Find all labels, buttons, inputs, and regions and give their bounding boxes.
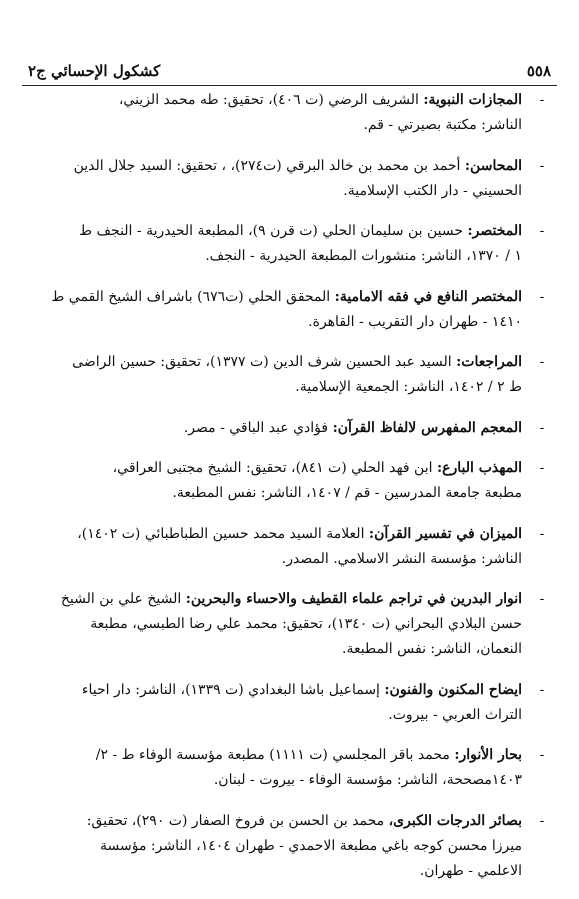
entry-bullet: - bbox=[539, 419, 545, 436]
bibliography-entry bbox=[24, 219, 549, 269]
bibliography-entry bbox=[24, 809, 549, 884]
entry-bullet: - bbox=[539, 747, 545, 763]
entry-text: مطبعة جامعة المدرسين - قم / ١٤٠٧، الناشر: نفس المطبعة. bbox=[172, 485, 522, 501]
entry-title: بصائر الدرجات الكبرى، bbox=[388, 812, 522, 829]
entry-text: الناشر: مكتبة بصيرتي - قم. bbox=[363, 117, 522, 133]
entry-title: ايضاح المكنون والفنون: bbox=[384, 681, 522, 698]
entry-title: المحاسن: bbox=[464, 157, 522, 174]
bibliography-entry bbox=[24, 416, 549, 441]
entry-text: المحقق الحلي (ت٦٧٦) باشراف الشيخ القمي ط bbox=[51, 288, 331, 305]
entry-line bbox=[24, 113, 522, 138]
entry-line bbox=[24, 481, 522, 506]
entry-line bbox=[24, 547, 522, 572]
entry-line bbox=[24, 416, 522, 441]
entry-text: ١٤٠٣مصححة، الناشر: مؤسسة الوفاء - بيروت - لبنان. bbox=[213, 772, 522, 788]
entry-line bbox=[24, 285, 522, 310]
entry-line bbox=[24, 859, 522, 884]
running-title: كشكول الإحسائي ج٢ bbox=[28, 62, 161, 80]
entry-text: إسماعيل باشا البغدادي (ت ١٣٣٩)، الناشر: دار احياء bbox=[81, 681, 380, 698]
entry-line bbox=[24, 809, 522, 834]
entry-title: بحار الأنوار: bbox=[454, 747, 522, 763]
entry-line bbox=[24, 703, 522, 728]
entry-text: ١ / ١٣٧٠، الناشر: منشورات المطبعة الحيدرية - النجف. bbox=[205, 248, 522, 264]
entry-line bbox=[24, 219, 522, 244]
entry-line bbox=[24, 587, 522, 612]
bibliography-entry bbox=[24, 522, 549, 572]
page-header bbox=[28, 52, 551, 80]
entry-title: المختصر: bbox=[467, 223, 522, 239]
bibliography-entry bbox=[24, 456, 549, 506]
entry-text: حسين بن سليمان الحلي (ت قرن ٩)، المطبعة الحيدرية - النجف ط bbox=[79, 223, 463, 239]
entry-bullet: - bbox=[539, 460, 545, 476]
bibliography-entry bbox=[24, 743, 549, 793]
entry-line bbox=[24, 350, 522, 375]
entry-title: المهذب البارع: bbox=[436, 460, 522, 476]
entry-text: النعمان، الناشر: نفس المطبعة. bbox=[342, 641, 522, 657]
bibliography-entry bbox=[24, 285, 549, 335]
entry-bullet: - bbox=[539, 157, 545, 174]
entry-text: حسن البلادي البحراني (ت ١٣٤٠)، تحقيق: محمد علي رضا الطبسي، مطبعة bbox=[90, 616, 522, 632]
entry-text: محمد باقر المجلسي (ت ١١١١) مطبعة مؤسسة الوفاء ط - ٢/ bbox=[95, 747, 450, 763]
entry-bullet: - bbox=[539, 354, 545, 370]
bibliography-entry bbox=[24, 350, 549, 400]
entry-bullet: - bbox=[539, 288, 545, 305]
entry-text: ميرزا محسن كوجه باغي مطبعة الاحمدي - طهران ١٤٠٤، الناشر: مؤسسة bbox=[100, 837, 522, 854]
bibliography-entry bbox=[24, 88, 549, 138]
entry-text: فؤادي عبد الباقي - مصر. bbox=[183, 419, 329, 436]
entry-text: الشيخ علي بن الشيخ bbox=[60, 591, 182, 607]
entry-title: المجازات النبوية: bbox=[423, 92, 522, 108]
bibliography-entry bbox=[24, 154, 549, 204]
entry-line bbox=[24, 244, 522, 269]
entry-text: محمد بن الحسن بن فروخ الصفار (ت ٢٩٠)، تحقيق: bbox=[86, 812, 385, 829]
entry-title: انوار البدرين في تراجم علماء القطيف والاحساء والبحرين: bbox=[185, 591, 522, 607]
entry-line bbox=[24, 375, 522, 400]
entry-text: السيد عبد الحسين شرف الدين (ت ١٣٧٧)، تحقيق: حسين الراضى bbox=[72, 354, 452, 370]
entry-bullet: - bbox=[539, 681, 545, 698]
entry-text: العلامة السيد محمد حسين الطباطبائي (ت ١٤٠٢)، bbox=[77, 525, 365, 542]
entry-line bbox=[24, 768, 522, 793]
entry-line bbox=[24, 637, 522, 662]
entry-bullet: - bbox=[539, 223, 545, 239]
entry-text: ابن فهد الحلي (ت ٨٤١)، تحقيق: الشيخ مجتبى العراقي، bbox=[112, 460, 433, 476]
entry-title: الميزان في تفسير القرآن: bbox=[368, 525, 522, 542]
entry-title: المراجعات: bbox=[456, 354, 522, 370]
entry-text: أحمد بن محمد بن خالد البرقي (ت٢٧٤)، ، تحقيق: السيد جلال الدين bbox=[73, 157, 461, 174]
entry-text: الحسيني - دار الكتب الإسلامية. bbox=[343, 182, 522, 199]
entry-text: الاعلمي - طهران. bbox=[419, 862, 522, 879]
entry-bullet: - bbox=[539, 525, 545, 542]
bibliography-entry bbox=[24, 587, 549, 662]
page-number: ٥٥٨ bbox=[526, 62, 551, 80]
entry-line bbox=[24, 456, 522, 481]
header-rule bbox=[22, 85, 557, 86]
bibliography-list bbox=[24, 88, 549, 899]
entry-line bbox=[24, 834, 522, 859]
entry-line bbox=[24, 310, 522, 335]
entry-text: التراث العربي - بيروت. bbox=[388, 706, 522, 723]
entry-bullet: - bbox=[539, 591, 545, 607]
entry-line bbox=[24, 522, 522, 547]
entry-title: المعجم المفهرس لالفاظ القرآن: bbox=[332, 419, 522, 436]
entry-text: ١٤١٠ - طهران دار التقريب - القاهرة. bbox=[308, 313, 522, 330]
entry-line bbox=[24, 154, 522, 179]
entry-line bbox=[24, 678, 522, 703]
entry-line bbox=[24, 179, 522, 204]
entry-line bbox=[24, 612, 522, 637]
entry-text: ط ٢ / ١٤٠٢، الناشر: الجمعية الإسلامية. bbox=[295, 379, 522, 395]
entry-text: الشريف الرضي (ت ٤٠٦)، تحقيق: طه محمد الزيني، bbox=[118, 92, 419, 108]
entry-text: الناشر: مؤسسة النشر الاسلامي. المصدر. bbox=[281, 550, 522, 567]
entry-bullet: - bbox=[539, 92, 545, 108]
bibliography-entry bbox=[24, 678, 549, 728]
entry-line bbox=[24, 88, 522, 113]
entry-bullet: - bbox=[539, 812, 545, 829]
entry-line bbox=[24, 743, 522, 768]
entry-title: المختصر النافع في فقه الامامية: bbox=[334, 288, 522, 305]
